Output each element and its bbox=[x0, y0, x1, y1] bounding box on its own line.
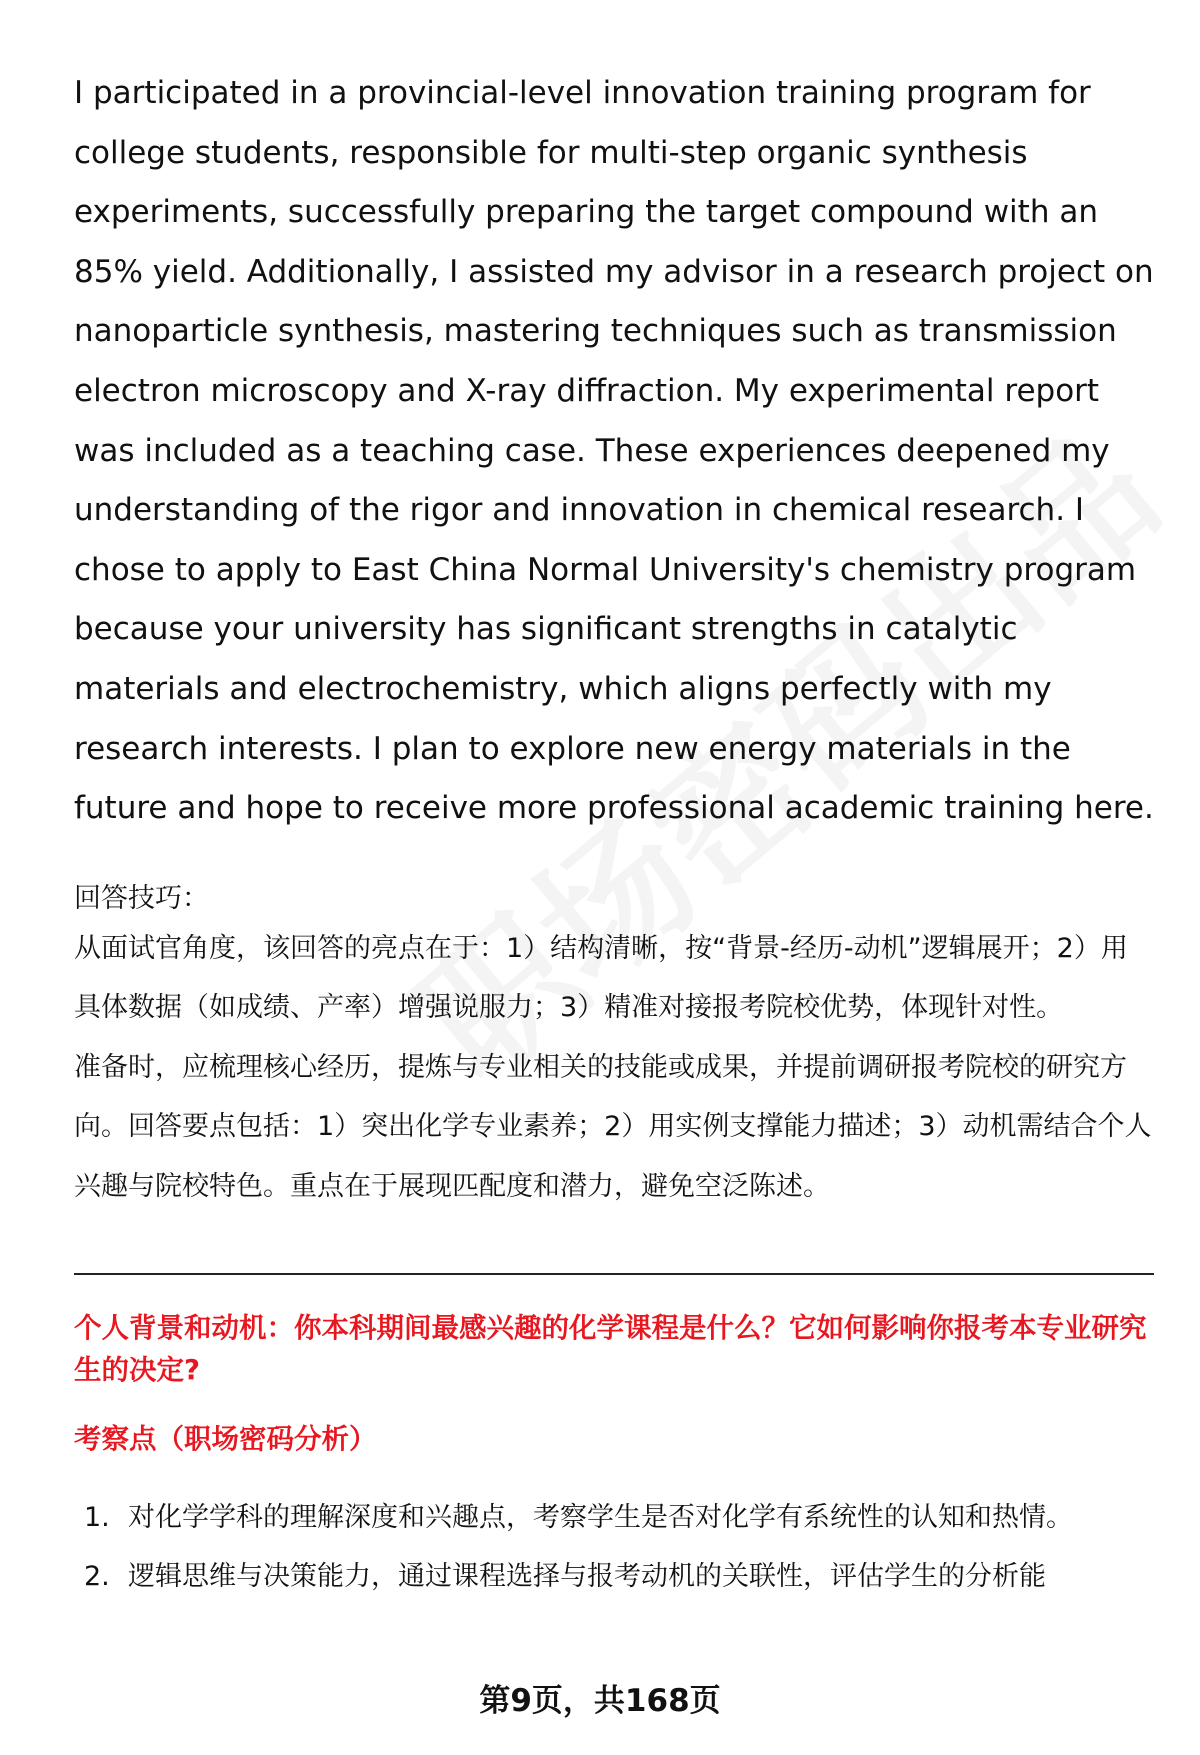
tips-title: 回答技巧： bbox=[74, 882, 209, 914]
list-item-number: 2. bbox=[84, 1561, 110, 1592]
tips-paragraph-1: 从面试官角度，该回答的亮点在于：1）结构清晰，按“背景-经历-动机”逻辑展开；2）用具体数据（如成绩、产率）增强说服力；3）精准对接报考院校优势，体现针对性。 bbox=[74, 932, 1128, 1024]
list-item-number: 1. bbox=[84, 1502, 110, 1533]
list-item-text: 对化学学科的理解深度和兴趣点，考察学生是否对化学有系统性的认知和热情。 bbox=[128, 1502, 1073, 1533]
question-heading: 个人背景和动机：你本科期间最感兴趣的化学课程是什么？它如何影响你报考本专业研究生的决定? bbox=[74, 1312, 1147, 1386]
list-item bbox=[74, 1488, 1154, 1547]
section-divider bbox=[74, 1273, 1154, 1275]
answer-paragraph: I participated in a provincial-level innovation training program for college students, responsible for multi-step organic synthesis experiments, successfully preparing the target compound with an 85% yield. Additionally, I assisted my advisor in a research project on nanoparticle synthesis, mastering techniques such as transmission electron microscopy and X-ray diffraction. My experimental report was included as a teaching case. These experiences deepened my understanding of the rigor and innovation in chemical research. I chose to apply to East China Normal University's chemistry program because your university has significant strengths in catalytic materials and electrochemistry, which aligns perfectly with my research interests. I plan to explore new energy materials in the future and hope to receive more professional academic training here. bbox=[74, 75, 1154, 827]
focus-points-title: 考察点（职场密码分析） bbox=[74, 1423, 377, 1455]
focus-points-list bbox=[74, 1488, 1154, 1606]
page-number: 第9页，共168页 bbox=[479, 1683, 721, 1719]
page-content bbox=[74, 64, 1154, 1216]
list-item-text: 逻辑思维与决策能力，通过课程选择与报考动机的关联性，评估学生的分析能 bbox=[128, 1561, 1046, 1592]
list-item bbox=[74, 1547, 1154, 1606]
tips-paragraph-2: 准备时，应梳理核心经历，提炼与专业相关的技能或成果，并提前调研报考院校的研究方向。回答要点包括：1）突出化学专业素养；2）用实例支撑能力描述；3）动机需结合个人兴趣与院校特色。重点在于展现匹配度和潜力，避免空泛陈述。 bbox=[74, 1051, 1152, 1202]
